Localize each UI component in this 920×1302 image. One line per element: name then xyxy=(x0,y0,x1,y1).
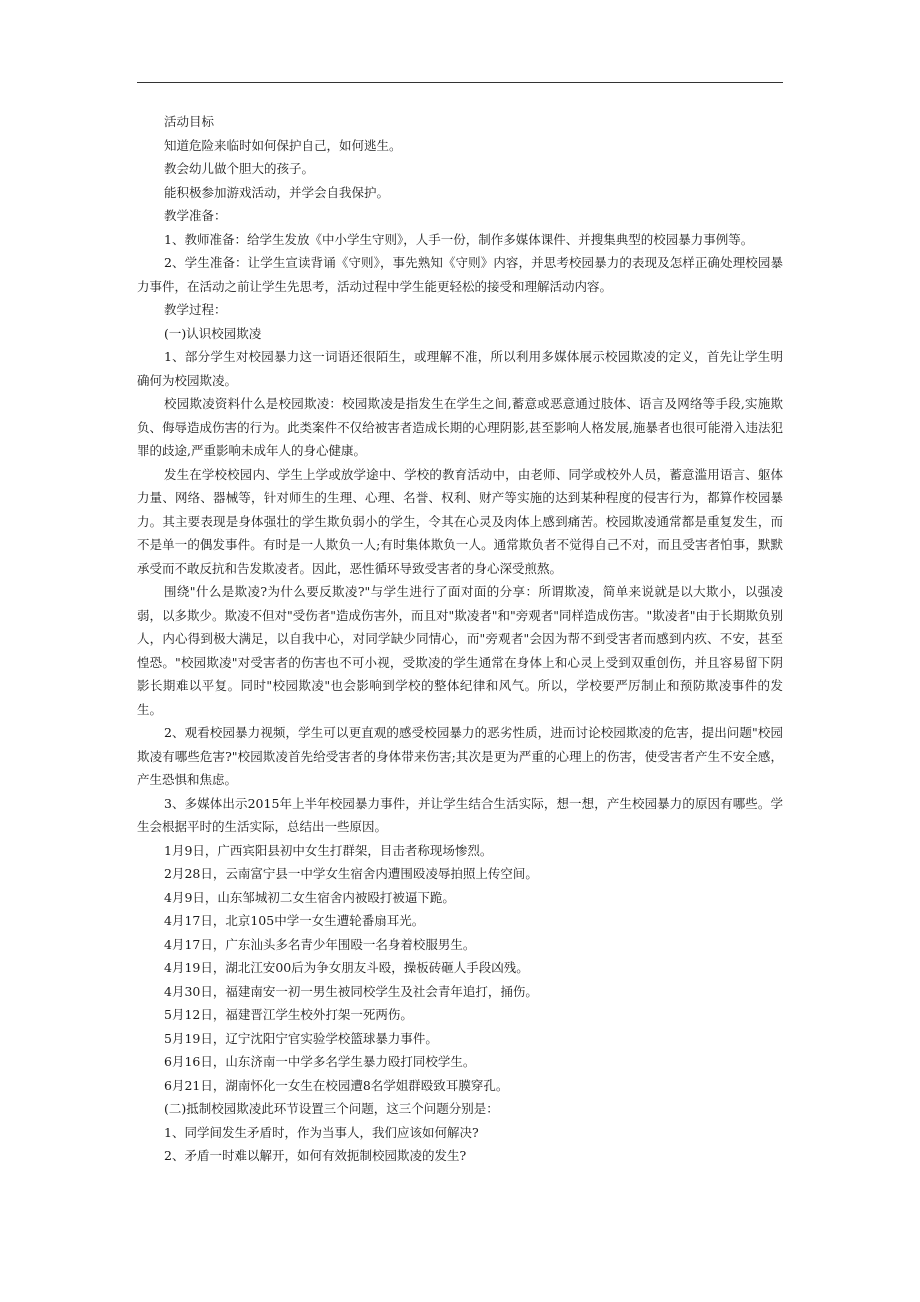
section-heading: (一)认识校园欺凌 xyxy=(164,325,262,341)
event-item: 5月19日，辽宁沈阳宁官实验学校篮球暴力事件。 xyxy=(164,1030,438,1046)
paragraph: 教学过程： xyxy=(164,302,227,317)
paragraph: 2、观看校园暴力视频，学生可以更直观的感受校园暴力的恶劣性质，进而讨论校园欺凌的危害，提出问题"校园欺凌有哪些危害?"校园欺凌首先给受害者的身体带来伤害;其次是更为严重的心理上的伤害，使受害者产生不安全感，产生恐惧和焦虑。 xyxy=(137,725,783,787)
paragraph: 活动目标 xyxy=(164,114,215,129)
paragraph: 知道危险来临时如何保护自己，如何逃生。 xyxy=(164,137,402,153)
event-item: 2月28日，云南富宁县一中学女生宿舍内遭围殴凌辱拍照上传空间。 xyxy=(164,866,538,881)
event-item: 6月21日，湖南怀化一女生在校园遭8名学姐群殴致耳膜穿孔。 xyxy=(164,1077,509,1093)
event-item: 4月19日，湖北江安00后为争女朋友斗殴，操板砖砸人手段凶残。 xyxy=(164,960,529,975)
event-item: 1月9日，广西宾阳县初中女生打群架，目击者称现场惨烈。 xyxy=(164,842,493,858)
section-heading: (二)抵制校园欺凌此环节设置三个问题，这三个问题分别是： xyxy=(164,1101,499,1116)
paragraph: 1、教师准备：给学生发放《中小学生守则》，人手一份，制作多媒体课件、并搜集典型的校园暴力事例等。 xyxy=(164,231,754,247)
paragraph: 2、矛盾一时难以解开，如何有效扼制校园欺凌的发生? xyxy=(164,1148,467,1163)
paragraph: 3、多媒体出示2015年上半年校园暴力事件，并让学生结合生活实际，想一想，产生校园暴力的原因有哪些。学生会根据平时的生活实际，总结出一些原因。 xyxy=(137,795,783,834)
paragraph: 1、同学间发生矛盾时，作为当事人，我们应该如何解决? xyxy=(164,1124,479,1140)
event-item: 4月9日，山东邹城初二女生宿舍内被殴打被逼下跪。 xyxy=(164,889,455,905)
event-item: 4月17日，北京105中学一女生遭轮番扇耳光。 xyxy=(164,913,425,928)
paragraph: 校园欺凌资料什么是校园欺凌：校园欺凌是指发生在学生之间,蓄意或恶意通过肢体、语言及网络等手段,实施欺负、侮辱造成伤害的行为。此类案件不仅给被害者造成长期的心理阴影,甚至影响人格发展,施暴者也很可能滑入违法犯罪的歧途,严重影响未成年人的身心健康。 xyxy=(137,396,783,458)
event-item: 4月17日，广东汕头多名青少年围殴一名身着校服男生。 xyxy=(164,936,476,952)
paragraph: 围绕"什么是欺凌?为什么要反欺凌?"与学生进行了面对面的分享：所谓欺凌，简单来说就是以大欺小，以强凌弱，以多欺少。欺凌不但对"受伤者"造成伤害外，而且对"欺凌者"和"旁观者"同样造成伤害。"欺凌者"由于长期欺负别人，内心得到极大满足，以自我中心，对同学缺少同情心，而"旁观者"会因为帮不到受害者而感到内疚、不安，甚至惶恐。"校园欺凌"对受害者的伤害也不可小视，受欺凌的学生通常在身体上和心灵上受到双重创伤，并且容易留下阴影长期难以平复。同时"校园欺凌"也会影响到学校的整体纪律和风气。所以，学校要严厉制止和预防欺凌事件的发生。 xyxy=(137,584,783,717)
event-item: 4月30日，福建南安一初一男生被同校学生及社会青年追打，捅伤。 xyxy=(164,983,538,999)
paragraph: 教学准备： xyxy=(164,208,227,223)
event-item: 6月16日，山东济南一中学多名学生暴力殴打同校学生。 xyxy=(164,1054,476,1069)
document-body xyxy=(137,110,783,1168)
event-item: 5月12日，福建晋江学生校外打架一死两伤。 xyxy=(164,1007,413,1022)
paragraph: 1、部分学生对校园暴力这一词语还很陌生，或理解不准，所以利用多媒体展示校园欺凌的定义，首先让学生明确何为校园欺凌。 xyxy=(137,349,783,388)
paragraph: 能积极参加游戏活动，并学会自我保护。 xyxy=(164,184,390,200)
header-rule xyxy=(137,82,783,83)
paragraph: 发生在学校校园内、学生上学或放学途中、学校的教育活动中，由老师、同学或校外人员，蓄意滥用语言、躯体力量、网络、器械等，针对师生的生理、心理、名誉、权利、财产等实施的达到某种程度的侵害行为，都算作校园暴力。其主要表现是身体强壮的学生欺负弱小的学生，令其在心灵及肉体上感到痛苦。校园欺凌通常都是重复发生，而不是单一的偶发事件。有时是一人欺负一人;有时集体欺负一人。通常欺负者不觉得自己不对，而且受害者怕事，默默承受而不敢反抗和告发欺凌者。因此，恶性循环导致受害者的身心深受煎熬。 xyxy=(137,466,783,576)
paragraph: 2、学生准备：让学生宣读背诵《守则》，事先熟知《守则》内容，并思考校园暴力的表现及怎样正确处理校园暴力事件，在活动之前让学生先思考，活动过程中学生能更轻松的接受和理解活动内容。 xyxy=(137,255,783,294)
paragraph: 教会幼儿做个胆大的孩子。 xyxy=(164,161,315,176)
